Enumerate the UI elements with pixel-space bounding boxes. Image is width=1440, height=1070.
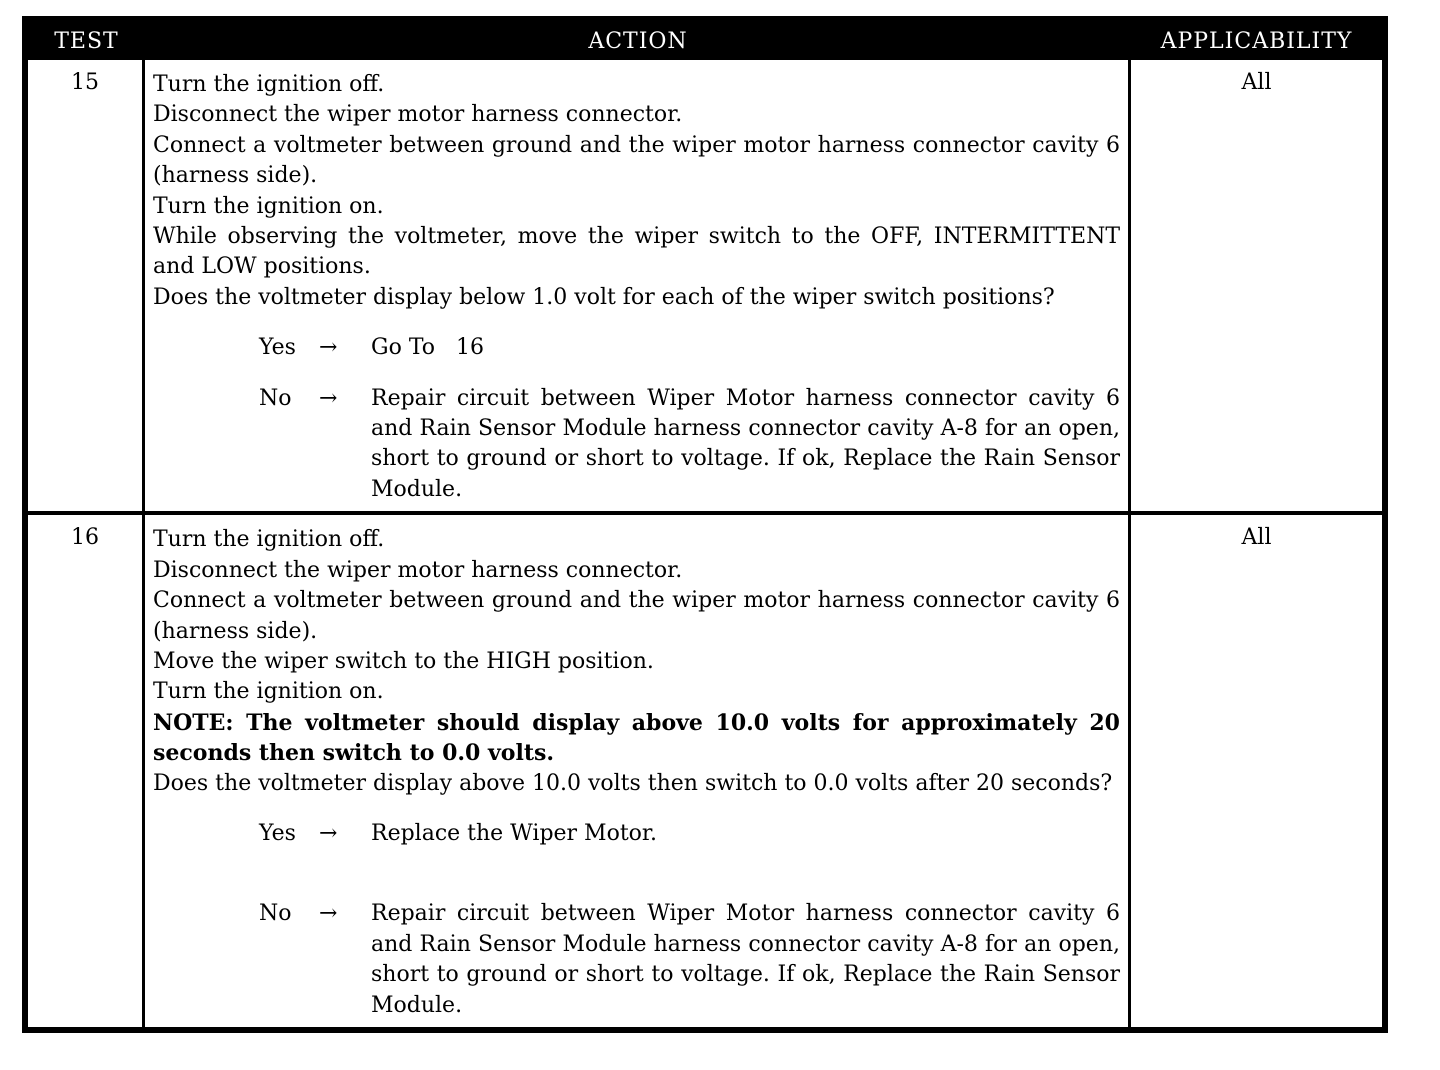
arrow-icon: → bbox=[319, 901, 338, 927]
action-line: Does the voltmeter display below 1.0 volt for each of the wiper switch positions? bbox=[153, 284, 1055, 310]
action-line: Turn the ignition on. bbox=[153, 679, 384, 705]
arrow-icon: → bbox=[319, 820, 338, 846]
no-result: Repair circuit between Wiper Motor harness connector cavity 6 and Rain Sensor Module harness connector cavity A-8 for an open, short to ground or short to voltage. If ok, Replace the Rain Sensor Module. bbox=[371, 385, 1120, 502]
test-number: 16 bbox=[28, 515, 145, 1027]
yes-label: Yes bbox=[259, 820, 296, 846]
applicability: All bbox=[1241, 525, 1272, 551]
outcome-no bbox=[259, 899, 1120, 1021]
note-text: NOTE: The voltmeter should display above 10.0 volts for approximately 20 seconds then switch to 0.0 volts. bbox=[153, 709, 1120, 767]
action-line: Turn the ignition off. bbox=[153, 527, 385, 553]
arrow-icon: → bbox=[319, 385, 338, 411]
table-row-test-15 bbox=[28, 60, 1382, 511]
action-line: Turn the ignition off. bbox=[153, 72, 385, 97]
no-label: No bbox=[259, 901, 292, 927]
action-line: While observing the voltmeter, move the wiper switch to the OFF, INTERMITTENT and LOW positions. bbox=[153, 224, 1120, 280]
table-header bbox=[28, 22, 1382, 60]
action-line: Disconnect the wiper motor harness connector. bbox=[153, 102, 683, 128]
action-line: Disconnect the wiper motor harness connector. bbox=[153, 557, 683, 583]
test-number: 15 bbox=[28, 60, 145, 511]
action-cell bbox=[145, 60, 1131, 511]
no-result: Repair circuit between Wiper Motor harness connector cavity 6 and Rain Sensor Module harness connector cavity A-8 for an open, short to ground or short to voltage. If ok, Replace the Rain Sensor Module. bbox=[371, 901, 1120, 1018]
header-test: TEST bbox=[54, 28, 119, 54]
yes-result: Replace the Wiper Motor. bbox=[371, 820, 657, 846]
outcome-yes bbox=[259, 333, 1120, 363]
yes-result: Go To 16 bbox=[371, 335, 484, 361]
header-applicability: APPLICABILITY bbox=[1160, 28, 1353, 54]
action-line: Turn the ignition on. bbox=[153, 193, 384, 219]
action-line: Move the wiper switch to the HIGH position. bbox=[153, 648, 654, 674]
outcome-no bbox=[259, 384, 1120, 506]
action-cell bbox=[145, 515, 1131, 1027]
table-row-test-16 bbox=[28, 511, 1382, 1027]
no-label: No bbox=[259, 385, 292, 411]
question-text: Does the voltmeter display above 10.0 volts then switch to 0.0 volts after 20 seconds? bbox=[153, 770, 1113, 796]
action-line: Connect a voltmeter between ground and the wiper motor harness connector cavity 6 (harness side). bbox=[153, 588, 1120, 644]
yes-label: Yes bbox=[259, 335, 296, 361]
diagnostic-table bbox=[22, 16, 1388, 1033]
arrow-icon: → bbox=[319, 335, 338, 361]
action-line: Connect a voltmeter between ground and the wiper motor harness connector cavity 6 (harness side). bbox=[153, 132, 1120, 189]
header-action: ACTION bbox=[588, 28, 688, 54]
applicability: All bbox=[1241, 70, 1272, 95]
outcome-yes bbox=[259, 819, 1120, 849]
